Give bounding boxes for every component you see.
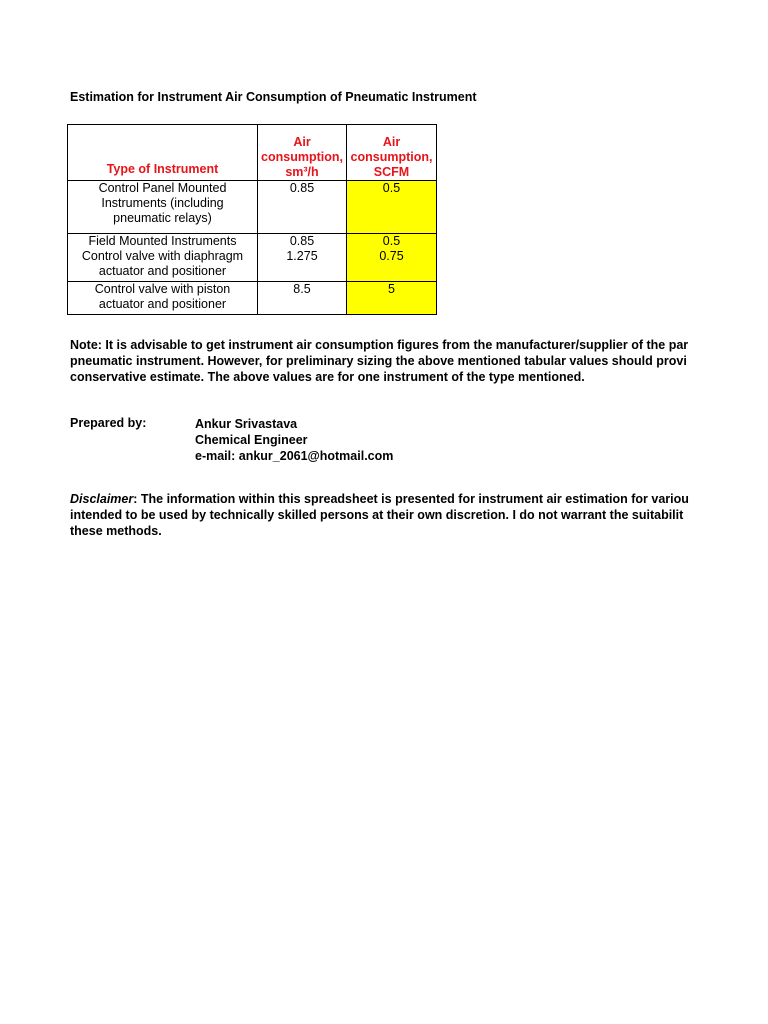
- cell-type-line: actuator and positioner: [98, 264, 227, 278]
- cell-type-line: Control valve with diaphragm: [81, 249, 244, 263]
- note-line-2: pneumatic instrument. However, for preliminary sizing the above mentioned tabular values should provi: [70, 354, 687, 368]
- disclaimer-line-2: intended to be used by technically skilled persons at their own discretion. I do not warrant the suitabilit: [70, 508, 684, 522]
- cell-type-line: pneumatic relays): [113, 211, 212, 225]
- cell-type-line: Control Panel Mounted: [98, 181, 227, 195]
- table-row: [68, 249, 437, 282]
- cell-sm3h: 0.85: [258, 181, 347, 234]
- author-role: Chemical Engineer: [195, 433, 308, 447]
- header-type-of-instrument: [68, 125, 258, 181]
- header-type-label: Type of Instrument: [106, 162, 219, 176]
- document-title: Estimation for Instrument Air Consumption of Pneumatic Instrument: [70, 90, 477, 104]
- author-block: [195, 416, 393, 464]
- note-line-1: Note: It is advisable to get instrument air consumption figures from the manufacturer/supplier of the par: [70, 338, 689, 352]
- cell-sm3h: 0.85: [258, 234, 347, 250]
- disclaimer-line-1: [70, 491, 690, 507]
- header-sm3h-line3: sm³/h: [285, 165, 319, 179]
- cell-scfm: 0.75: [347, 249, 437, 282]
- header-sm3h-line2: consumption,: [261, 150, 343, 164]
- cell-type-line: actuator and positioner: [98, 297, 227, 311]
- table-header-row: [68, 125, 437, 181]
- header-air-consumption-scfm: [347, 125, 437, 181]
- cell-sm3h: 1.275: [258, 249, 347, 282]
- table-row: [68, 234, 437, 250]
- cell-type: [68, 181, 258, 234]
- disclaimer-line-3: these methods.: [70, 524, 162, 538]
- cell-type: [68, 234, 258, 250]
- table-row: [68, 282, 437, 315]
- cell-type-line: Instruments (including: [101, 196, 224, 210]
- disclaimer-lead: Disclaimer: [70, 492, 134, 506]
- disclaimer-line-1-text: : The information within this spreadsheet is presented for instrument air estimation for variou: [133, 492, 689, 506]
- note-paragraph: [70, 337, 690, 385]
- cell-type: [68, 282, 258, 315]
- table-row: [68, 181, 437, 234]
- cell-scfm: 0.5: [347, 234, 437, 250]
- cell-scfm: 0.5: [347, 181, 437, 234]
- header-scfm-line3: SCFM: [373, 165, 410, 179]
- header-scfm-line1: Air: [382, 135, 401, 149]
- cell-scfm: 5: [347, 282, 437, 315]
- author-email: e-mail: ankur_2061@hotmail.com: [195, 449, 394, 463]
- author-name: Ankur Srivastava: [195, 417, 298, 431]
- note-line-3: conservative estimate. The above values are for one instrument of the type mentioned.: [70, 370, 585, 384]
- cell-type: [68, 249, 258, 282]
- disclaimer-paragraph: [70, 491, 690, 539]
- cell-type-line: Control valve with piston: [94, 282, 231, 296]
- header-sm3h-line1: Air: [293, 135, 311, 149]
- header-air-consumption-sm3h: [258, 125, 347, 181]
- cell-type-line: Field Mounted Instruments: [88, 234, 237, 248]
- cell-sm3h: 8.5: [258, 282, 347, 315]
- air-consumption-table: [67, 124, 437, 315]
- header-scfm-line2: consumption,: [350, 150, 433, 164]
- prepared-by-label: Prepared by:: [70, 416, 147, 430]
